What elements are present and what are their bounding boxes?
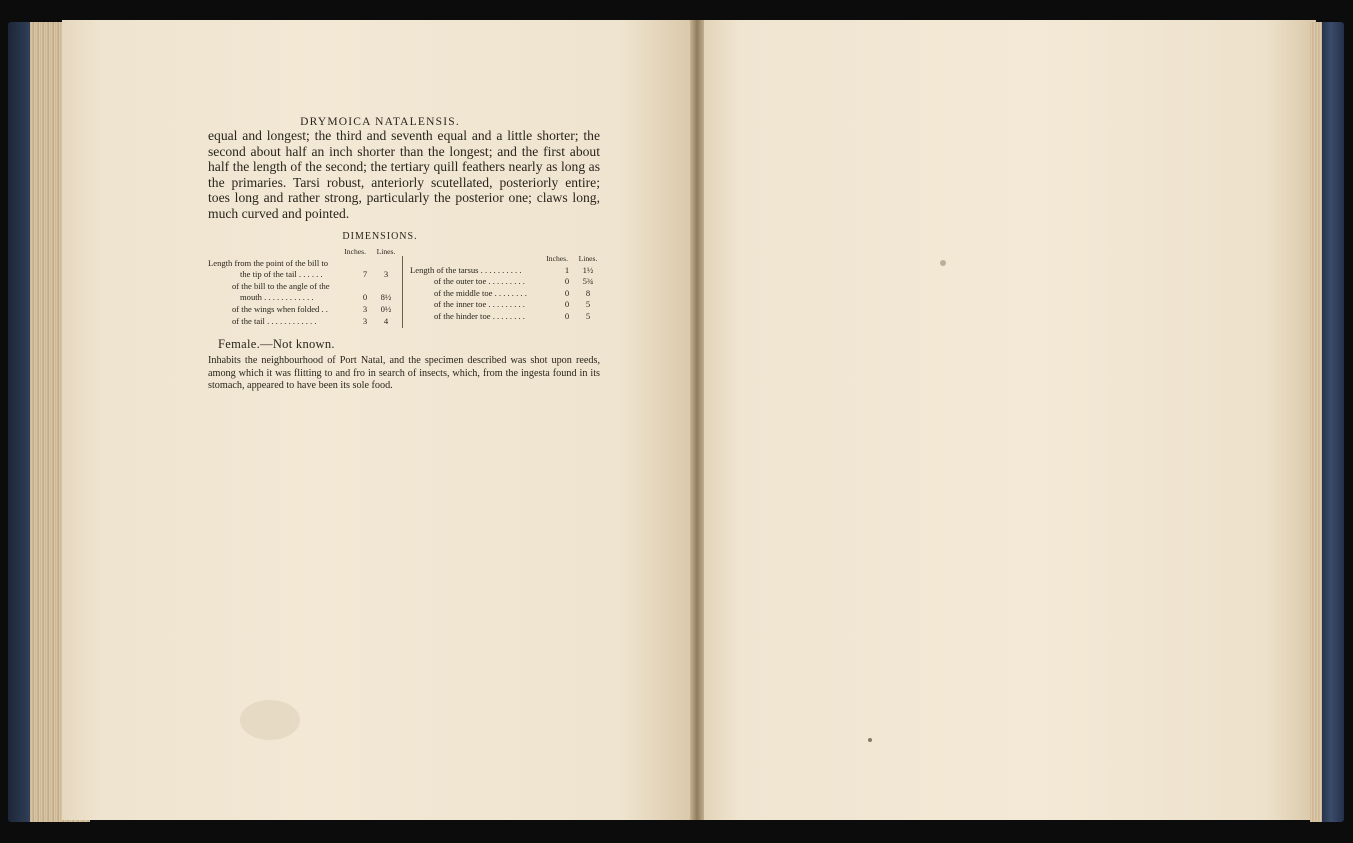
page-edges-right bbox=[1310, 22, 1322, 822]
dimension-row bbox=[208, 258, 398, 270]
dimension-lines: 1½ bbox=[582, 264, 594, 275]
dimension-lines bbox=[374, 258, 398, 270]
dimension-label: mouth . . . . . . . . . . . . bbox=[240, 292, 314, 303]
dimension-label: of the tail . . . . . . . . . . . . bbox=[232, 315, 317, 326]
paper-spot bbox=[940, 260, 946, 266]
dimension-inches bbox=[356, 281, 374, 293]
dimensions-title: DIMENSIONS. bbox=[342, 231, 418, 242]
dimension-inches: 0 bbox=[362, 292, 368, 303]
dimension-inches: 3 bbox=[362, 303, 368, 314]
lines-header: Lines. bbox=[578, 254, 598, 263]
description-paragraph: equal and longest; the third and seventh equal and a little shorter; the second about half an inch shorter than the longest; and the first about half the length of the second; the tertiary quill feathers nearly as long as the primaries. Tarsi robust, anteriorly scutellated, posteriorly entire; toes long and rather strong, particularly the posterior one; claws long, much curved and pointed. bbox=[208, 128, 600, 221]
dimension-lines bbox=[374, 281, 398, 293]
dimension-inches: 1 bbox=[564, 264, 570, 275]
dimension-lines: 8 bbox=[585, 287, 591, 298]
dimension-lines: 8½ bbox=[380, 292, 392, 303]
running-head: DRYMOICA NATALENSIS. bbox=[300, 116, 460, 128]
dimension-row bbox=[208, 269, 398, 281]
dimension-lines: 5 bbox=[585, 299, 591, 310]
dimension-label: the tip of the tail . . . . . . bbox=[240, 269, 323, 280]
dimension-inches: 0 bbox=[564, 287, 570, 298]
dimension-row bbox=[410, 276, 600, 288]
dimension-lines: 5 bbox=[585, 310, 591, 321]
dimension-label: of the hinder toe . . . . . . . . bbox=[434, 310, 525, 321]
dimension-row bbox=[410, 265, 600, 277]
book-gutter bbox=[690, 20, 704, 820]
dimensions-header bbox=[208, 246, 398, 258]
dimension-row bbox=[208, 292, 398, 304]
dimension-label: of the bill to the angle of the bbox=[232, 280, 330, 291]
dimension-label: of the middle toe . . . . . . . . bbox=[434, 287, 527, 298]
dimension-label: of the wings when folded . . bbox=[232, 303, 328, 314]
habitat-paragraph: Inhabits the neighbourhood of Port Natal, and the specimen described was shot upon reeds, among which it was flitting to and fro in search of insects, which, from the ingesta found in its stomach, appeared to have been its sole food. bbox=[208, 355, 600, 392]
right-page bbox=[702, 20, 1316, 820]
lines-header: Lines. bbox=[376, 247, 396, 256]
female-note: Female.—Not known. bbox=[218, 337, 335, 351]
dimensions-table-right bbox=[410, 253, 600, 323]
dimension-row bbox=[410, 311, 600, 323]
dimension-inches: 0 bbox=[564, 310, 570, 321]
table-divider bbox=[402, 256, 403, 328]
dimension-label: Length of the tarsus . . . . . . . . . . bbox=[410, 264, 522, 275]
inches-header: Inches. bbox=[344, 247, 366, 256]
dimension-inches: 7 bbox=[362, 269, 368, 280]
dimension-inches: 3 bbox=[362, 315, 368, 326]
dimension-inches: 0 bbox=[564, 299, 570, 310]
dimension-label: of the outer toe . . . . . . . . . bbox=[434, 276, 525, 287]
dimension-row bbox=[208, 281, 398, 293]
dimension-row bbox=[410, 288, 600, 300]
dimension-row bbox=[208, 304, 398, 316]
dimension-label: of the inner toe . . . . . . . . . bbox=[434, 299, 525, 310]
paper-spot bbox=[868, 738, 872, 742]
dimension-lines: 5¾ bbox=[582, 276, 594, 287]
dimension-lines: 4 bbox=[383, 315, 389, 326]
dimension-row bbox=[208, 316, 398, 328]
inches-header: Inches. bbox=[546, 254, 568, 263]
dimension-inches: 0 bbox=[564, 276, 570, 287]
dimensions-header bbox=[410, 253, 600, 265]
dimensions-table-left bbox=[208, 246, 398, 327]
dimension-lines: 3 bbox=[383, 269, 389, 280]
dimension-lines: 0½ bbox=[380, 303, 392, 314]
dimension-label: Length from the point of the bill to bbox=[208, 257, 329, 268]
dimension-row bbox=[410, 299, 600, 311]
paper-stain bbox=[240, 700, 300, 740]
dimension-inches bbox=[356, 258, 374, 270]
